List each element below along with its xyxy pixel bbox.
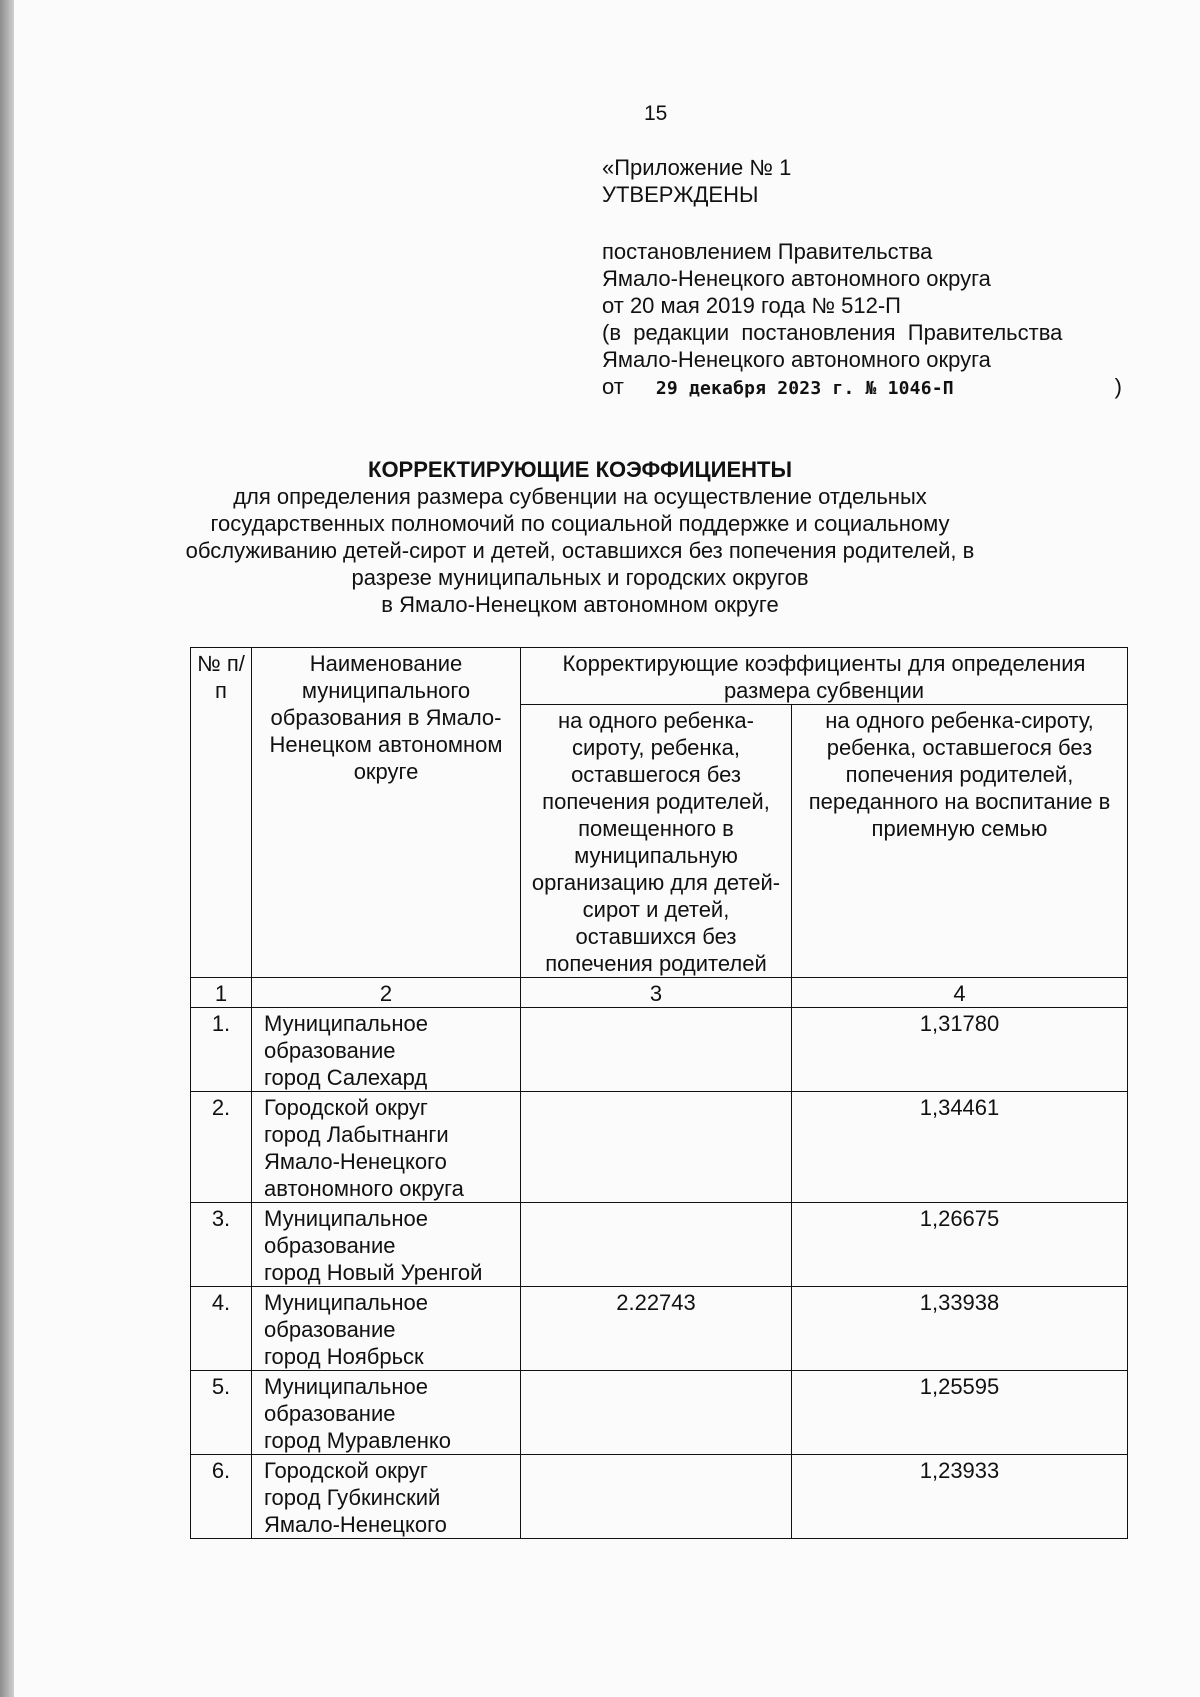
row-number: 1.	[191, 1008, 252, 1092]
document-heading	[170, 456, 990, 618]
coef-foster-family: 1,26675	[792, 1203, 1128, 1287]
municipality-name-line: Муниципальное	[264, 1290, 428, 1315]
coef-institution	[521, 1092, 792, 1203]
col-number: 3	[521, 978, 792, 1008]
col-number: 1	[191, 978, 252, 1008]
coef-institution	[521, 1371, 792, 1455]
date-close-paren: )	[1114, 374, 1122, 399]
appendix-title: «Приложение № 1	[602, 155, 792, 180]
header-col3: на одного ребенка-сироту, ребенка, оставшегося без попечения родителей, помещенного в муниципальную организацию для детей-сирот и детей, оставшихся без попечения родителей	[521, 705, 792, 978]
table-header-row	[191, 648, 1128, 705]
heading-sub-line: для определения размера субвенции на осуществление отдельных	[233, 484, 927, 509]
coef-institution	[521, 1008, 792, 1092]
municipality-name-line: город Муравленко	[264, 1428, 452, 1453]
page-edge-shadow	[0, 0, 14, 1697]
heading-title: КОРРЕКТИРУЮЩИЕ КОЭФФИЦИЕНТЫ	[368, 457, 792, 482]
col-number: 4	[792, 978, 1128, 1008]
column-number-row	[191, 978, 1128, 1008]
municipality-name-line: Городской округ	[264, 1458, 428, 1483]
table-body	[191, 1008, 1128, 1539]
appendix-block	[602, 154, 1122, 402]
appendix-line-2: Ямало-Ненецкого автономного округа	[602, 266, 991, 291]
coefficients-table	[190, 647, 1128, 1539]
row-number: 3.	[191, 1203, 252, 1287]
municipality-name-line: город Новый Уренгой	[264, 1260, 483, 1285]
amendment-date: 29 декабря 2023 г. № 1046-П	[655, 378, 954, 399]
municipality-name-line: образование	[264, 1317, 396, 1342]
municipality-name	[252, 1092, 521, 1203]
coef-foster-family: 1,33938	[792, 1287, 1128, 1371]
heading-sub-line: в Ямало-Ненецком автономном округе	[381, 592, 779, 617]
municipality-name	[252, 1203, 521, 1287]
table-row	[191, 1008, 1128, 1092]
municipality-name-line: Муниципальное	[264, 1374, 428, 1399]
row-number: 6.	[191, 1455, 252, 1539]
coef-foster-family: 1,25595	[792, 1371, 1128, 1455]
municipality-name-line: город Ноябрьск	[264, 1344, 424, 1369]
table-row	[191, 1371, 1128, 1455]
row-number: 5.	[191, 1371, 252, 1455]
municipality-name-line: Ямало-Ненецкого	[264, 1512, 447, 1537]
municipality-name-line: Городской округ	[264, 1095, 428, 1120]
header-name: Наименование муниципального образования в Ямало-Ненецком автономном округе	[252, 648, 521, 978]
municipality-name	[252, 1371, 521, 1455]
heading-sub-line: разрезе муниципальных и городских округов	[351, 565, 809, 590]
header-col4: на одного ребенка-сироту, ребенка, оставшегося без попечения родителей, переданного на воспитание в приемную семью	[792, 705, 1128, 978]
municipality-name-line: Ямало-Ненецкого	[264, 1149, 447, 1174]
appendix-date-line	[602, 373, 1122, 402]
row-number: 2.	[191, 1092, 252, 1203]
municipality-name-line: город Губкинский	[264, 1485, 441, 1510]
municipality-name-line: город Лабытнанги	[264, 1122, 449, 1147]
municipality-name-line: Муниципальное	[264, 1011, 428, 1036]
municipality-name-line: город Салехард	[264, 1065, 428, 1090]
table-row	[191, 1455, 1128, 1539]
coef-foster-family: 1,23933	[792, 1455, 1128, 1539]
municipality-name-line: образование	[264, 1401, 396, 1426]
page-number: 15	[644, 102, 668, 125]
table-row	[191, 1287, 1128, 1371]
municipality-name-line: образование	[264, 1038, 396, 1063]
header-group: Корректирующие коэффициенты для определения размера субвенции	[521, 648, 1128, 705]
municipality-name-line: Муниципальное	[264, 1206, 428, 1231]
municipality-name-line: образование	[264, 1233, 396, 1258]
heading-sub-line: государственных полномочий по социальной поддержке и социальному	[210, 511, 950, 536]
appendix-line-4: (в редакции постановления Правительства	[602, 320, 1063, 345]
appendix-approved: УТВЕРЖДЕНЫ	[602, 182, 759, 207]
municipality-name	[252, 1455, 521, 1539]
heading-sub-line: обслуживанию детей-сирот и детей, оставшихся без попечения родителей, в	[185, 538, 975, 563]
coef-foster-family: 1,34461	[792, 1092, 1128, 1203]
header-num: № п/п	[191, 648, 252, 978]
appendix-line-1: постановлением Правительства	[602, 239, 933, 264]
row-number: 4.	[191, 1287, 252, 1371]
municipality-name	[252, 1008, 521, 1092]
coef-institution	[521, 1455, 792, 1539]
date-prefix: от	[602, 374, 624, 399]
coef-foster-family: 1,31780	[792, 1008, 1128, 1092]
table-row	[191, 1092, 1128, 1203]
appendix-line-5: Ямало-Ненецкого автономного округа	[602, 347, 991, 372]
municipality-name-line: автономного округа	[264, 1176, 464, 1201]
coef-institution: 2.22743	[521, 1287, 792, 1371]
appendix-line-3: от 20 мая 2019 года № 512-П	[602, 293, 901, 318]
table-row	[191, 1203, 1128, 1287]
col-number: 2	[252, 978, 521, 1008]
municipality-name	[252, 1287, 521, 1371]
coef-institution	[521, 1203, 792, 1287]
